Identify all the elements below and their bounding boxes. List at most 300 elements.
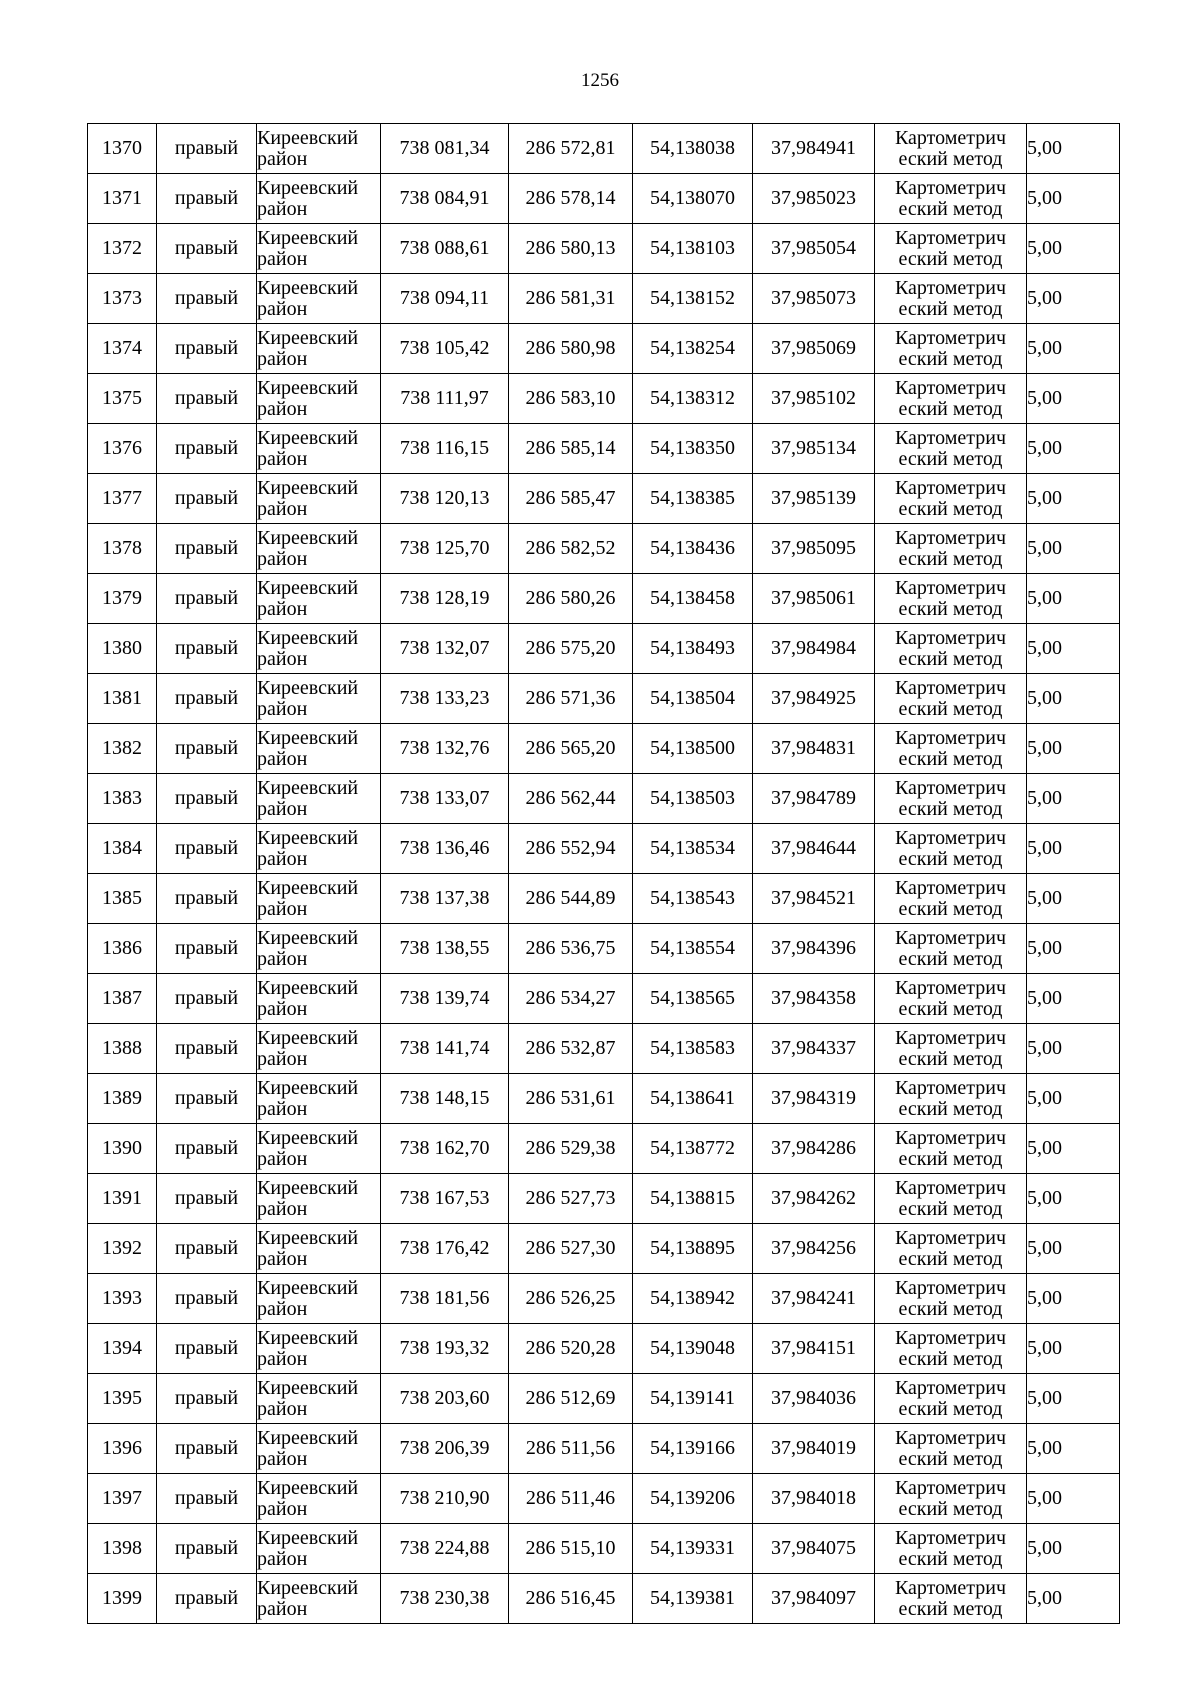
table-row	[88, 1374, 1120, 1424]
table-row	[88, 1174, 1120, 1224]
accuracy-cell: 5,00	[1027, 574, 1120, 624]
region-line: район	[257, 197, 308, 220]
accuracy-cell: 5,00	[1027, 674, 1120, 724]
y-coordinate-cell: 286 544,89	[509, 874, 633, 924]
method-line: еский метод	[898, 1297, 1003, 1320]
method-line: еский метод	[898, 747, 1003, 770]
y-coordinate-cell: 286 580,26	[509, 574, 633, 624]
accuracy-cell: 5,00	[1027, 724, 1120, 774]
point-number-cell: 1391	[88, 1174, 157, 1224]
region-line: Киреевский	[257, 1276, 359, 1299]
point-number-cell: 1381	[88, 674, 157, 724]
x-coordinate-cell: 738 111,97	[381, 374, 509, 424]
region-cell	[257, 824, 381, 874]
bank-side-cell: правый	[157, 674, 257, 724]
region-line: Киреевский	[257, 1526, 359, 1549]
method-cell	[875, 474, 1027, 524]
region-cell	[257, 724, 381, 774]
region-line: район	[257, 1297, 308, 1320]
longitude-cell: 37,984151	[753, 1324, 875, 1374]
method-line: Картометрич	[894, 126, 1007, 149]
table-row	[88, 524, 1120, 574]
accuracy-cell: 5,00	[1027, 124, 1120, 174]
method-cell	[875, 1374, 1027, 1424]
y-coordinate-cell: 286 571,36	[509, 674, 633, 724]
latitude-cell: 54,139048	[633, 1324, 753, 1374]
y-coordinate-cell: 286 585,14	[509, 424, 633, 474]
method-cell	[875, 1274, 1027, 1324]
table-row	[88, 474, 1120, 524]
latitude-cell: 54,139206	[633, 1474, 753, 1524]
accuracy-cell: 5,00	[1027, 1574, 1120, 1624]
method-line: Картометрич	[894, 1176, 1007, 1199]
longitude-cell: 37,984262	[753, 1174, 875, 1224]
y-coordinate-cell: 286 585,47	[509, 474, 633, 524]
region-line: Киреевский	[257, 626, 359, 649]
y-coordinate-cell: 286 552,94	[509, 824, 633, 874]
longitude-cell: 37,984396	[753, 924, 875, 974]
accuracy-cell: 5,00	[1027, 1174, 1120, 1224]
region-line: район	[257, 597, 308, 620]
method-line: Картометрич	[894, 1476, 1007, 1499]
accuracy-cell: 5,00	[1027, 824, 1120, 874]
method-line: еский метод	[898, 547, 1003, 570]
longitude-cell: 37,985061	[753, 574, 875, 624]
longitude-cell: 37,984097	[753, 1574, 875, 1624]
point-number-cell: 1383	[88, 774, 157, 824]
longitude-cell: 37,984941	[753, 124, 875, 174]
method-cell	[875, 1074, 1027, 1124]
method-cell	[875, 124, 1027, 174]
region-line: Киреевский	[257, 276, 359, 299]
method-cell	[875, 1524, 1027, 1574]
x-coordinate-cell: 738 167,53	[381, 1174, 509, 1224]
method-line: Картометрич	[894, 1026, 1007, 1049]
y-coordinate-cell: 286 529,38	[509, 1124, 633, 1174]
method-line: Картометрич	[894, 726, 1007, 749]
x-coordinate-cell: 738 148,15	[381, 1074, 509, 1124]
y-coordinate-cell: 286 572,81	[509, 124, 633, 174]
method-cell	[875, 374, 1027, 424]
accuracy-cell: 5,00	[1027, 374, 1120, 424]
region-line: район	[257, 247, 308, 270]
point-number-cell: 1378	[88, 524, 157, 574]
accuracy-cell: 5,00	[1027, 1474, 1120, 1524]
point-number-cell: 1390	[88, 1124, 157, 1174]
region-cell	[257, 1324, 381, 1374]
region-cell	[257, 324, 381, 374]
latitude-cell: 54,139331	[633, 1524, 753, 1574]
x-coordinate-cell: 738 210,90	[381, 1474, 509, 1524]
point-number-cell: 1374	[88, 324, 157, 374]
method-line: еский метод	[898, 497, 1003, 520]
point-number-cell: 1370	[88, 124, 157, 174]
region-cell	[257, 274, 381, 324]
x-coordinate-cell: 738 133,07	[381, 774, 509, 824]
x-coordinate-cell: 738 084,91	[381, 174, 509, 224]
latitude-cell: 54,138565	[633, 974, 753, 1024]
region-cell	[257, 174, 381, 224]
x-coordinate-cell: 738 094,11	[381, 274, 509, 324]
table-row	[88, 824, 1120, 874]
y-coordinate-cell: 286 531,61	[509, 1074, 633, 1124]
longitude-cell: 37,984521	[753, 874, 875, 924]
longitude-cell: 37,984018	[753, 1474, 875, 1524]
region-line: Киреевский	[257, 776, 359, 799]
method-line: еский метод	[898, 1397, 1003, 1420]
region-line: Киреевский	[257, 1176, 359, 1199]
y-coordinate-cell: 286 511,46	[509, 1474, 633, 1524]
method-line: Картометрич	[894, 876, 1007, 899]
accuracy-cell: 5,00	[1027, 324, 1120, 374]
accuracy-cell: 5,00	[1027, 224, 1120, 274]
region-line: район	[257, 1397, 308, 1420]
region-line: район	[257, 1097, 308, 1120]
region-line: Киреевский	[257, 1226, 359, 1249]
latitude-cell: 54,138554	[633, 924, 753, 974]
region-cell	[257, 1374, 381, 1424]
method-line: еский метод	[898, 397, 1003, 420]
bank-side-cell: правый	[157, 774, 257, 824]
latitude-cell: 54,138103	[633, 224, 753, 274]
bank-side-cell: правый	[157, 374, 257, 424]
accuracy-cell: 5,00	[1027, 1274, 1120, 1324]
method-line: Картометрич	[894, 476, 1007, 499]
x-coordinate-cell: 738 139,74	[381, 974, 509, 1024]
latitude-cell: 54,138493	[633, 624, 753, 674]
region-cell	[257, 624, 381, 674]
bank-side-cell: правый	[157, 824, 257, 874]
accuracy-cell: 5,00	[1027, 1324, 1120, 1374]
point-number-cell: 1375	[88, 374, 157, 424]
region-line: район	[257, 1247, 308, 1270]
region-line: Киреевский	[257, 826, 359, 849]
longitude-cell: 37,984319	[753, 1074, 875, 1124]
x-coordinate-cell: 738 116,15	[381, 424, 509, 474]
method-line: Картометрич	[894, 226, 1007, 249]
x-coordinate-cell: 738 141,74	[381, 1024, 509, 1074]
table-row	[88, 924, 1120, 974]
method-line: Картометрич	[894, 826, 1007, 849]
method-line: еский метод	[898, 697, 1003, 720]
accuracy-cell: 5,00	[1027, 424, 1120, 474]
method-cell	[875, 224, 1027, 274]
latitude-cell: 54,138815	[633, 1174, 753, 1224]
region-line: Киреевский	[257, 226, 359, 249]
method-cell	[875, 524, 1027, 574]
bank-side-cell: правый	[157, 724, 257, 774]
latitude-cell: 54,138458	[633, 574, 753, 624]
x-coordinate-cell: 738 081,34	[381, 124, 509, 174]
method-line: еский метод	[898, 947, 1003, 970]
method-line: Картометрич	[894, 1276, 1007, 1299]
region-line: Киреевский	[257, 976, 359, 999]
accuracy-cell: 5,00	[1027, 974, 1120, 1024]
region-cell	[257, 1424, 381, 1474]
bank-side-cell: правый	[157, 1174, 257, 1224]
table-row	[88, 224, 1120, 274]
latitude-cell: 54,138641	[633, 1074, 753, 1124]
bank-side-cell: правый	[157, 574, 257, 624]
latitude-cell: 54,138534	[633, 824, 753, 874]
region-line: район	[257, 547, 308, 570]
x-coordinate-cell: 738 203,60	[381, 1374, 509, 1424]
accuracy-cell: 5,00	[1027, 874, 1120, 924]
region-cell	[257, 874, 381, 924]
bank-side-cell: правый	[157, 1574, 257, 1624]
method-line: Картометрич	[894, 1526, 1007, 1549]
region-line: район	[257, 1147, 308, 1170]
method-line: еский метод	[898, 1197, 1003, 1220]
accuracy-cell: 5,00	[1027, 1424, 1120, 1474]
method-line: Картометрич	[894, 1376, 1007, 1399]
bank-side-cell: правый	[157, 1324, 257, 1374]
table-body	[88, 124, 1120, 1624]
latitude-cell: 54,138504	[633, 674, 753, 724]
latitude-cell: 54,138385	[633, 474, 753, 524]
point-number-cell: 1393	[88, 1274, 157, 1324]
method-cell	[875, 1224, 1027, 1274]
table-row	[88, 724, 1120, 774]
region-line: Киреевский	[257, 176, 359, 199]
table-row	[88, 1324, 1120, 1374]
region-line: район	[257, 447, 308, 470]
bank-side-cell: правый	[157, 474, 257, 524]
point-number-cell: 1371	[88, 174, 157, 224]
region-line: район	[257, 347, 308, 370]
region-line: район	[257, 1197, 308, 1220]
table-row	[88, 874, 1120, 924]
method-line: Картометрич	[894, 1576, 1007, 1599]
region-line: район	[257, 897, 308, 920]
method-line: Картометрич	[894, 776, 1007, 799]
region-line: Киреевский	[257, 126, 359, 149]
accuracy-cell: 5,00	[1027, 624, 1120, 674]
longitude-cell: 37,985134	[753, 424, 875, 474]
region-line: район	[257, 747, 308, 770]
longitude-cell: 37,984984	[753, 624, 875, 674]
point-number-cell: 1379	[88, 574, 157, 624]
region-cell	[257, 224, 381, 274]
accuracy-cell: 5,00	[1027, 1074, 1120, 1124]
y-coordinate-cell: 286 512,69	[509, 1374, 633, 1424]
latitude-cell: 54,138350	[633, 424, 753, 474]
table-row	[88, 1124, 1120, 1174]
point-number-cell: 1372	[88, 224, 157, 274]
bank-side-cell: правый	[157, 924, 257, 974]
region-line: Киреевский	[257, 526, 359, 549]
method-cell	[875, 674, 1027, 724]
region-line: Киреевский	[257, 476, 359, 499]
bank-side-cell: правый	[157, 624, 257, 674]
y-coordinate-cell: 286 526,25	[509, 1274, 633, 1324]
bank-side-cell: правый	[157, 874, 257, 924]
y-coordinate-cell: 286 582,52	[509, 524, 633, 574]
region-cell	[257, 774, 381, 824]
y-coordinate-cell: 286 520,28	[509, 1324, 633, 1374]
longitude-cell: 37,984075	[753, 1524, 875, 1574]
x-coordinate-cell: 738 162,70	[381, 1124, 509, 1174]
region-line: район	[257, 497, 308, 520]
method-cell	[875, 874, 1027, 924]
bank-side-cell: правый	[157, 974, 257, 1024]
point-number-cell: 1380	[88, 624, 157, 674]
bank-side-cell: правый	[157, 1274, 257, 1324]
point-number-cell: 1387	[88, 974, 157, 1024]
accuracy-cell: 5,00	[1027, 1024, 1120, 1074]
region-cell	[257, 974, 381, 1024]
longitude-cell: 37,984644	[753, 824, 875, 874]
method-line: Картометрич	[894, 926, 1007, 949]
region-line: Киреевский	[257, 876, 359, 899]
region-line: район	[257, 847, 308, 870]
y-coordinate-cell: 286 578,14	[509, 174, 633, 224]
region-line: район	[257, 1447, 308, 1470]
method-line: еский метод	[898, 1347, 1003, 1370]
method-line: Картометрич	[894, 376, 1007, 399]
region-cell	[257, 674, 381, 724]
latitude-cell: 54,139141	[633, 1374, 753, 1424]
accuracy-cell: 5,00	[1027, 474, 1120, 524]
table-row	[88, 1024, 1120, 1074]
method-line: еский метод	[898, 297, 1003, 320]
method-line: Картометрич	[894, 1126, 1007, 1149]
region-line: район	[257, 1047, 308, 1070]
region-line: Киреевский	[257, 1576, 359, 1599]
y-coordinate-cell: 286 527,30	[509, 1224, 633, 1274]
point-number-cell: 1384	[88, 824, 157, 874]
x-coordinate-cell: 738 136,46	[381, 824, 509, 874]
page-number: 1256	[581, 70, 619, 91]
region-line: Киреевский	[257, 726, 359, 749]
region-cell	[257, 1024, 381, 1074]
x-coordinate-cell: 738 132,07	[381, 624, 509, 674]
bank-side-cell: правый	[157, 224, 257, 274]
y-coordinate-cell: 286 527,73	[509, 1174, 633, 1224]
region-cell	[257, 524, 381, 574]
region-line: Киреевский	[257, 1376, 359, 1399]
method-line: еский метод	[898, 147, 1003, 170]
method-line: еский метод	[898, 647, 1003, 670]
region-cell	[257, 1524, 381, 1574]
latitude-cell: 54,138772	[633, 1124, 753, 1174]
method-line: еский метод	[898, 1047, 1003, 1070]
method-line: Картометрич	[894, 176, 1007, 199]
y-coordinate-cell: 286 515,10	[509, 1524, 633, 1574]
latitude-cell: 54,138152	[633, 274, 753, 324]
method-line: Картометрич	[894, 1076, 1007, 1099]
point-number-cell: 1386	[88, 924, 157, 974]
region-cell	[257, 1474, 381, 1524]
method-cell	[875, 774, 1027, 824]
longitude-cell: 37,984036	[753, 1374, 875, 1424]
region-cell	[257, 1224, 381, 1274]
table-row	[88, 624, 1120, 674]
method-line: еский метод	[898, 347, 1003, 370]
table-row	[88, 774, 1120, 824]
bank-side-cell: правый	[157, 1224, 257, 1274]
method-line: Картометрич	[894, 1326, 1007, 1349]
method-cell	[875, 924, 1027, 974]
table-row	[88, 1074, 1120, 1124]
latitude-cell: 54,138070	[633, 174, 753, 224]
x-coordinate-cell: 738 206,39	[381, 1424, 509, 1474]
method-line: еский метод	[898, 847, 1003, 870]
bank-side-cell: правый	[157, 1424, 257, 1474]
region-line: Киреевский	[257, 676, 359, 699]
method-line: Картометрич	[894, 1426, 1007, 1449]
region-line: район	[257, 797, 308, 820]
method-cell	[875, 1024, 1027, 1074]
method-line: еский метод	[898, 1147, 1003, 1170]
method-line: Картометрич	[894, 326, 1007, 349]
table-row	[88, 1424, 1120, 1474]
method-line: Картометрич	[894, 676, 1007, 699]
table-row	[88, 574, 1120, 624]
accuracy-cell: 5,00	[1027, 174, 1120, 224]
region-line: Киреевский	[257, 926, 359, 949]
method-line: еский метод	[898, 1447, 1003, 1470]
region-line: Киреевский	[257, 1076, 359, 1099]
point-number-cell: 1382	[88, 724, 157, 774]
accuracy-cell: 5,00	[1027, 924, 1120, 974]
y-coordinate-cell: 286 565,20	[509, 724, 633, 774]
region-line: район	[257, 147, 308, 170]
region-cell	[257, 474, 381, 524]
longitude-cell: 37,984337	[753, 1024, 875, 1074]
region-line: район	[257, 1497, 308, 1520]
bank-side-cell: правый	[157, 1524, 257, 1574]
region-cell	[257, 1124, 381, 1174]
method-line: Картометрич	[894, 576, 1007, 599]
latitude-cell: 54,138038	[633, 124, 753, 174]
method-cell	[875, 1474, 1027, 1524]
method-cell	[875, 724, 1027, 774]
method-cell	[875, 974, 1027, 1024]
bank-side-cell: правый	[157, 274, 257, 324]
y-coordinate-cell: 286 532,87	[509, 1024, 633, 1074]
x-coordinate-cell: 738 224,88	[381, 1524, 509, 1574]
region-cell	[257, 574, 381, 624]
region-line: район	[257, 1347, 308, 1370]
method-line: Картометрич	[894, 1226, 1007, 1249]
method-line: Картометрич	[894, 426, 1007, 449]
region-line: Киреевский	[257, 326, 359, 349]
x-coordinate-cell: 738 120,13	[381, 474, 509, 524]
region-line: район	[257, 947, 308, 970]
bank-side-cell: правый	[157, 124, 257, 174]
method-line: еский метод	[898, 447, 1003, 470]
y-coordinate-cell: 286 534,27	[509, 974, 633, 1024]
point-number-cell: 1394	[88, 1324, 157, 1374]
latitude-cell: 54,139166	[633, 1424, 753, 1474]
method-line: еский метод	[898, 897, 1003, 920]
y-coordinate-cell: 286 580,13	[509, 224, 633, 274]
region-line: Киреевский	[257, 1476, 359, 1499]
table-row	[88, 1474, 1120, 1524]
method-line: еский метод	[898, 1247, 1003, 1270]
method-line: еский метод	[898, 247, 1003, 270]
method-cell	[875, 624, 1027, 674]
accuracy-cell: 5,00	[1027, 1224, 1120, 1274]
method-cell	[875, 1424, 1027, 1474]
method-line: еский метод	[898, 997, 1003, 1020]
region-cell	[257, 1574, 381, 1624]
y-coordinate-cell: 286 516,45	[509, 1574, 633, 1624]
longitude-cell: 37,985139	[753, 474, 875, 524]
region-line: район	[257, 297, 308, 320]
table-row	[88, 174, 1120, 224]
